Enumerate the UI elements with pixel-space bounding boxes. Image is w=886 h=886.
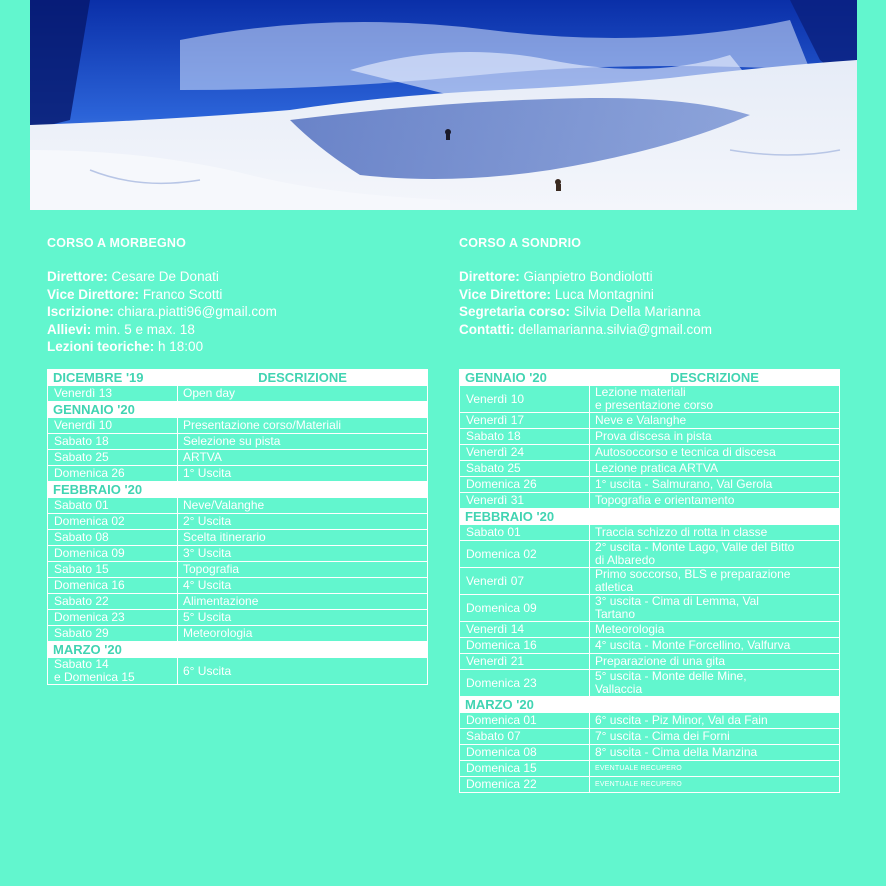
description-cell: ARTVA — [178, 450, 428, 466]
email-link[interactable]: dellamarianna.silvia@gmail.com — [518, 321, 713, 337]
table-row — [460, 386, 840, 413]
description-cell: Selezione su pista — [178, 434, 428, 450]
date-cell: Venerdì 17 — [460, 413, 590, 429]
month-label: MARZO '20 — [48, 642, 428, 658]
date-cell: Sabato 01 — [48, 498, 178, 514]
table-row — [48, 546, 428, 562]
date-cell: Sabato 22 — [48, 594, 178, 610]
header-description-label: DESCRIZIONE — [178, 370, 428, 386]
table-row — [48, 530, 428, 546]
table-row — [460, 493, 840, 509]
date-cell: Domenica 16 — [48, 578, 178, 594]
email-link[interactable]: chiara.piatti96@gmail.com — [117, 304, 277, 319]
left-course-section — [47, 236, 429, 356]
date-cell: Venerdì 24 — [460, 445, 590, 461]
table-row — [48, 386, 428, 402]
description-cell: 1° Uscita — [178, 466, 428, 482]
month-label: FEBBRAIO '20 — [48, 482, 428, 498]
date-cell: Venerdì 10 — [48, 418, 178, 434]
description-cell: 5° uscita - Monte delle Mine, Vallaccia — [590, 670, 840, 697]
description-cell: Neve e Valanghe — [590, 413, 840, 429]
date-cell: Venerdì 07 — [460, 568, 590, 595]
table-row — [460, 777, 840, 793]
date-cell: Sabato 01 — [460, 525, 590, 541]
table-row — [48, 434, 428, 450]
schedule-table-sondrio — [459, 369, 840, 793]
date-cell: Domenica 08 — [460, 745, 590, 761]
schedule-table-morbegno — [47, 369, 428, 685]
date-cell: Sabato 18 — [460, 429, 590, 445]
info-line: Iscrizione: chiara.piatti96@gmail.com — [47, 304, 277, 319]
date-cell: Venerdì 21 — [460, 654, 590, 670]
description-cell: Meteorologia — [178, 626, 428, 642]
date-cell: Domenica 15 — [460, 761, 590, 777]
left-course-title: CORSO A MORBEGNO — [47, 236, 187, 250]
table-row — [48, 594, 428, 610]
description-cell: Primo soccorso, BLS e preparazione atletica — [590, 568, 840, 595]
date-cell: Domenica 02 — [48, 514, 178, 530]
date-cell: Domenica 09 — [48, 546, 178, 562]
table-row — [48, 562, 428, 578]
description-cell: 5° Uscita — [178, 610, 428, 626]
ski-landscape-image — [30, 0, 857, 210]
right-course-title: CORSO A SONDRIO — [459, 236, 582, 250]
table-row — [48, 466, 428, 482]
table-row — [48, 658, 428, 685]
description-cell: 8° uscita - Cima della Manzina — [590, 745, 840, 761]
description-cell: Presentazione corso/Materiali — [178, 418, 428, 434]
date-cell: Domenica 26 — [48, 466, 178, 482]
date-cell: Venerdì 31 — [460, 493, 590, 509]
table-header-row — [460, 370, 840, 386]
description-cell: Prova discesa in pista — [590, 429, 840, 445]
description-cell: 2° uscita - Monte Lago, Valle del Bitto di Albaredo — [590, 541, 840, 568]
info-line: Vice Direttore: Franco Scotti — [47, 286, 223, 302]
date-cell: Venerdì 14 — [460, 622, 590, 638]
description-cell: 3° Uscita — [178, 546, 428, 562]
date-cell: Sabato 25 — [460, 461, 590, 477]
description-cell: EVENTUALE RECUPERO — [590, 761, 840, 777]
table-row — [460, 568, 840, 595]
month-label: FEBBRAIO '20 — [460, 509, 840, 525]
date-cell: Sabato 15 — [48, 562, 178, 578]
date-cell: Domenica 01 — [460, 713, 590, 729]
month-header-row — [460, 509, 840, 525]
date-cell: Sabato 25 — [48, 450, 178, 466]
description-cell: 3° uscita - Cima di Lemma, Val Tartano — [590, 595, 840, 622]
month-header-row — [460, 697, 840, 713]
description-cell: 6° Uscita — [178, 658, 428, 685]
date-cell: Venerdì 10 — [460, 386, 590, 413]
date-cell: Venerdì 13 — [48, 386, 178, 402]
description-cell: Lezione materiali e presentazione corso — [590, 386, 840, 413]
date-cell: Domenica 23 — [48, 610, 178, 626]
right-course-info — [459, 268, 841, 338]
description-cell: Meteorologia — [590, 622, 840, 638]
month-header-row — [48, 642, 428, 658]
table-row — [460, 745, 840, 761]
table-row — [460, 761, 840, 777]
header-description-label: DESCRIZIONE — [590, 370, 840, 386]
table-row — [460, 477, 840, 493]
month-label: GENNAIO '20 — [48, 402, 428, 418]
table-row — [460, 622, 840, 638]
table-row — [460, 595, 840, 622]
date-cell: Domenica 26 — [460, 477, 590, 493]
description-cell: Scelta itinerario — [178, 530, 428, 546]
date-cell: Sabato 29 — [48, 626, 178, 642]
info-line: Segretaria corso: Silvia Della Marianna — [459, 304, 701, 319]
info-line: Direttore: Gianpietro Bondiolotti — [459, 269, 653, 284]
table-row — [48, 514, 428, 530]
description-cell: 6° uscita - Piz Minor, Val da Fain — [590, 713, 840, 729]
date-cell: Sabato 14 e Domenica 15 — [48, 658, 178, 685]
table-row — [460, 445, 840, 461]
table-row — [48, 578, 428, 594]
month-header-row — [48, 482, 428, 498]
info-line: Allievi: min. 5 e max. 18 — [47, 321, 195, 337]
left-course-info — [47, 268, 429, 356]
table-row — [460, 654, 840, 670]
description-cell: 4° uscita - Monte Forcellino, Valfurva — [590, 638, 840, 654]
description-cell: Neve/Valanghe — [178, 498, 428, 514]
description-cell: 2° Uscita — [178, 514, 428, 530]
header-month-label: GENNAIO '20 — [460, 370, 590, 386]
date-cell: Sabato 08 — [48, 530, 178, 546]
description-cell: Traccia schizzo di rotta in classe — [590, 525, 840, 541]
description-cell: Lezione pratica ARTVA — [590, 461, 840, 477]
info-line: Contatti: dellamarianna.silvia@gmail.com — [459, 321, 713, 337]
date-cell: Domenica 23 — [460, 670, 590, 697]
table-row — [460, 541, 840, 568]
info-line: Direttore: Cesare De Donati — [47, 269, 219, 284]
table-row — [460, 670, 840, 697]
date-cell: Domenica 09 — [460, 595, 590, 622]
description-cell: 4° Uscita — [178, 578, 428, 594]
description-cell: Preparazione di una gita — [590, 654, 840, 670]
description-cell: Topografia e orientamento — [590, 493, 840, 509]
info-line: Vice Direttore: Luca Montagnini — [459, 286, 654, 302]
table-row — [460, 413, 840, 429]
info-line: Lezioni teoriche: h 18:00 — [47, 339, 204, 354]
header-month-label: DICEMBRE '19 — [48, 370, 178, 386]
table-row — [48, 626, 428, 642]
table-row — [460, 638, 840, 654]
description-cell: 7° uscita - Cima dei Forni — [590, 729, 840, 745]
table-row — [460, 729, 840, 745]
month-header-row — [48, 402, 428, 418]
date-cell: Domenica 02 — [460, 541, 590, 568]
table-row — [460, 429, 840, 445]
date-cell: Domenica 16 — [460, 638, 590, 654]
description-cell: Autosoccorso e tecnica di discesa — [590, 445, 840, 461]
date-cell: Sabato 07 — [460, 729, 590, 745]
table-row — [48, 498, 428, 514]
description-cell: Topografia — [178, 562, 428, 578]
header-photo-ski-mountain — [30, 0, 857, 210]
description-cell: Open day — [178, 386, 428, 402]
table-row — [460, 713, 840, 729]
description-cell: Alimentazione — [178, 594, 428, 610]
month-label: MARZO '20 — [460, 697, 840, 713]
date-cell: Domenica 22 — [460, 777, 590, 793]
table-row — [48, 450, 428, 466]
description-cell: EVENTUALE RECUPERO — [590, 777, 840, 793]
description-cell: 1° uscita - Salmurano, Val Gerola — [590, 477, 840, 493]
table-row — [48, 610, 428, 626]
date-cell: Sabato 18 — [48, 434, 178, 450]
table-row — [460, 461, 840, 477]
right-course-section — [459, 236, 841, 338]
table-row — [460, 525, 840, 541]
table-row — [48, 418, 428, 434]
table-header-row — [48, 370, 428, 386]
